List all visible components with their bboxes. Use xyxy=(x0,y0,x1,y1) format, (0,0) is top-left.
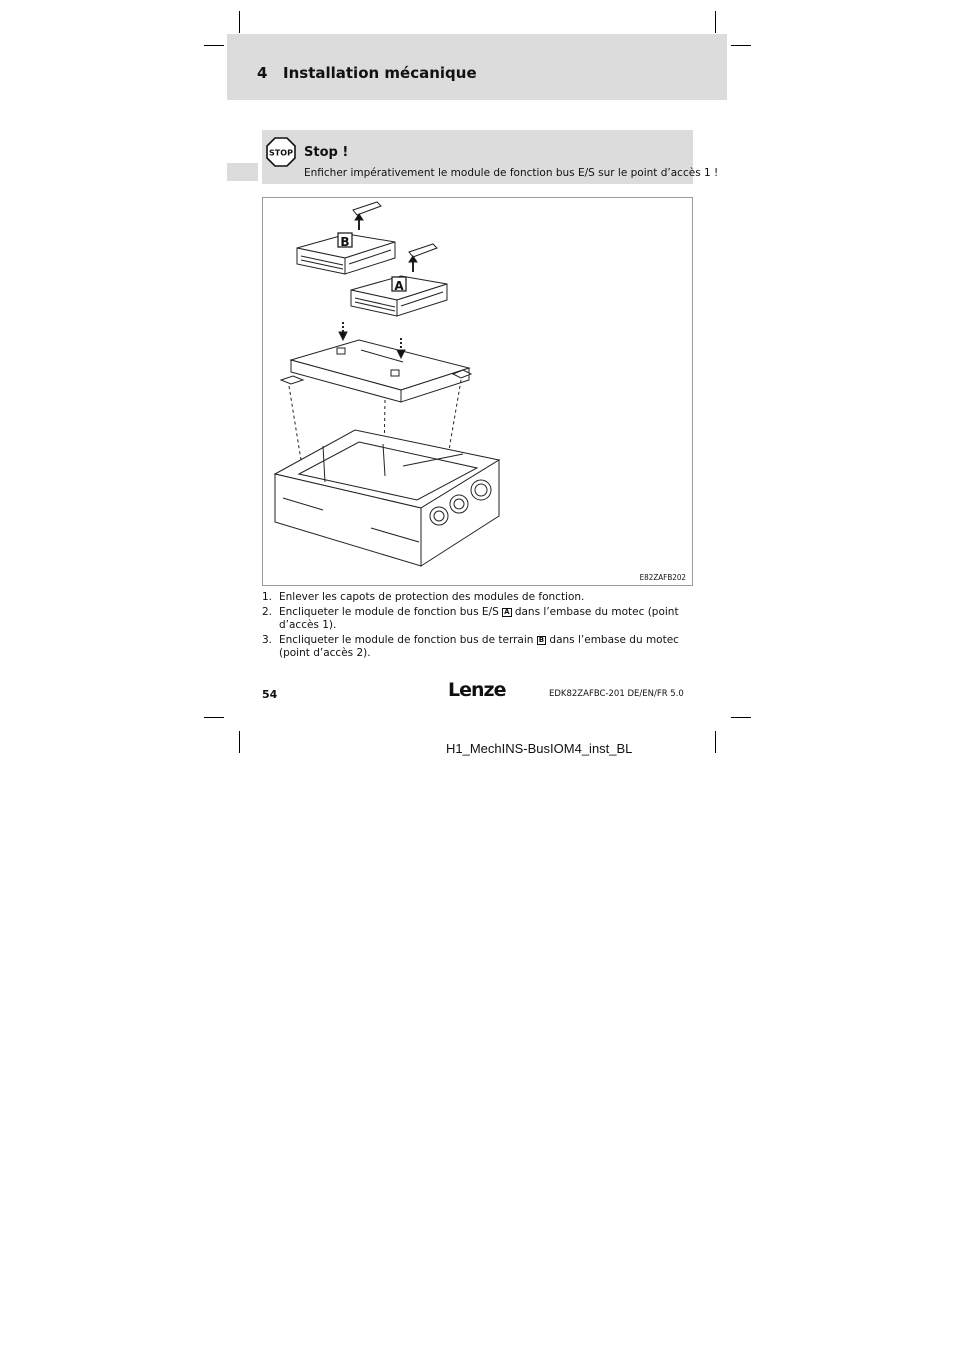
stop-sign-icon xyxy=(266,137,296,167)
source-file-name: H1_MechINS-BusIOM4_inst_BL xyxy=(446,741,633,756)
step-number: 3. xyxy=(262,634,273,646)
stop-title: Stop ! xyxy=(304,145,349,160)
step-text-cont: dans l’embase du motec (point d’accès 1). xyxy=(279,606,679,631)
side-tab-marker xyxy=(227,163,258,181)
step-list xyxy=(262,591,692,662)
label-b: B xyxy=(340,235,350,249)
crop-mark xyxy=(731,45,751,46)
installation-figure xyxy=(262,197,693,586)
step-item xyxy=(262,591,692,604)
label-a: A xyxy=(394,279,404,293)
step-text-cont: dans l’embase du motec (point d’accès 2). xyxy=(279,634,679,659)
crop-mark xyxy=(731,717,751,718)
step-number: 2. xyxy=(262,606,273,618)
crop-mark xyxy=(715,11,716,33)
document-reference: EDK82ZAFBC-201 DE/EN/FR 5.0 xyxy=(549,689,684,699)
chapter-heading xyxy=(257,64,477,82)
stop-text: Enficher impérativement le module de fonction bus E/S sur le point d’accès 1 ! xyxy=(304,167,719,179)
boxed-label-a: A xyxy=(504,608,510,616)
crop-mark xyxy=(239,731,240,753)
step-text: Encliqueter le module de fonction bus E/S xyxy=(279,606,503,618)
lenze-logo: Lenze xyxy=(448,679,506,701)
step-item xyxy=(262,634,692,660)
step-text: Enlever les capots de protection des modules de fonction. xyxy=(279,591,585,603)
page-number: 54 xyxy=(262,688,278,701)
base-housing-drawing xyxy=(275,430,499,566)
crop-mark xyxy=(239,11,240,33)
step-item xyxy=(262,606,692,632)
chapter-title: Installation mécanique xyxy=(283,64,477,82)
boxed-label-b: B xyxy=(538,636,545,644)
crop-mark xyxy=(204,717,224,718)
crop-mark xyxy=(715,731,716,753)
adapter-plate-drawing xyxy=(281,322,471,402)
crop-mark xyxy=(204,45,224,46)
module-installation-drawing xyxy=(263,198,692,585)
figure-code: E82ZAFB202 xyxy=(639,573,686,582)
step-text: Encliqueter le module de fonction bus de terrain xyxy=(279,634,537,646)
step-number: 1. xyxy=(262,591,273,603)
stop-icon-label: STOP xyxy=(269,148,293,158)
chapter-number: 4 xyxy=(257,64,268,82)
